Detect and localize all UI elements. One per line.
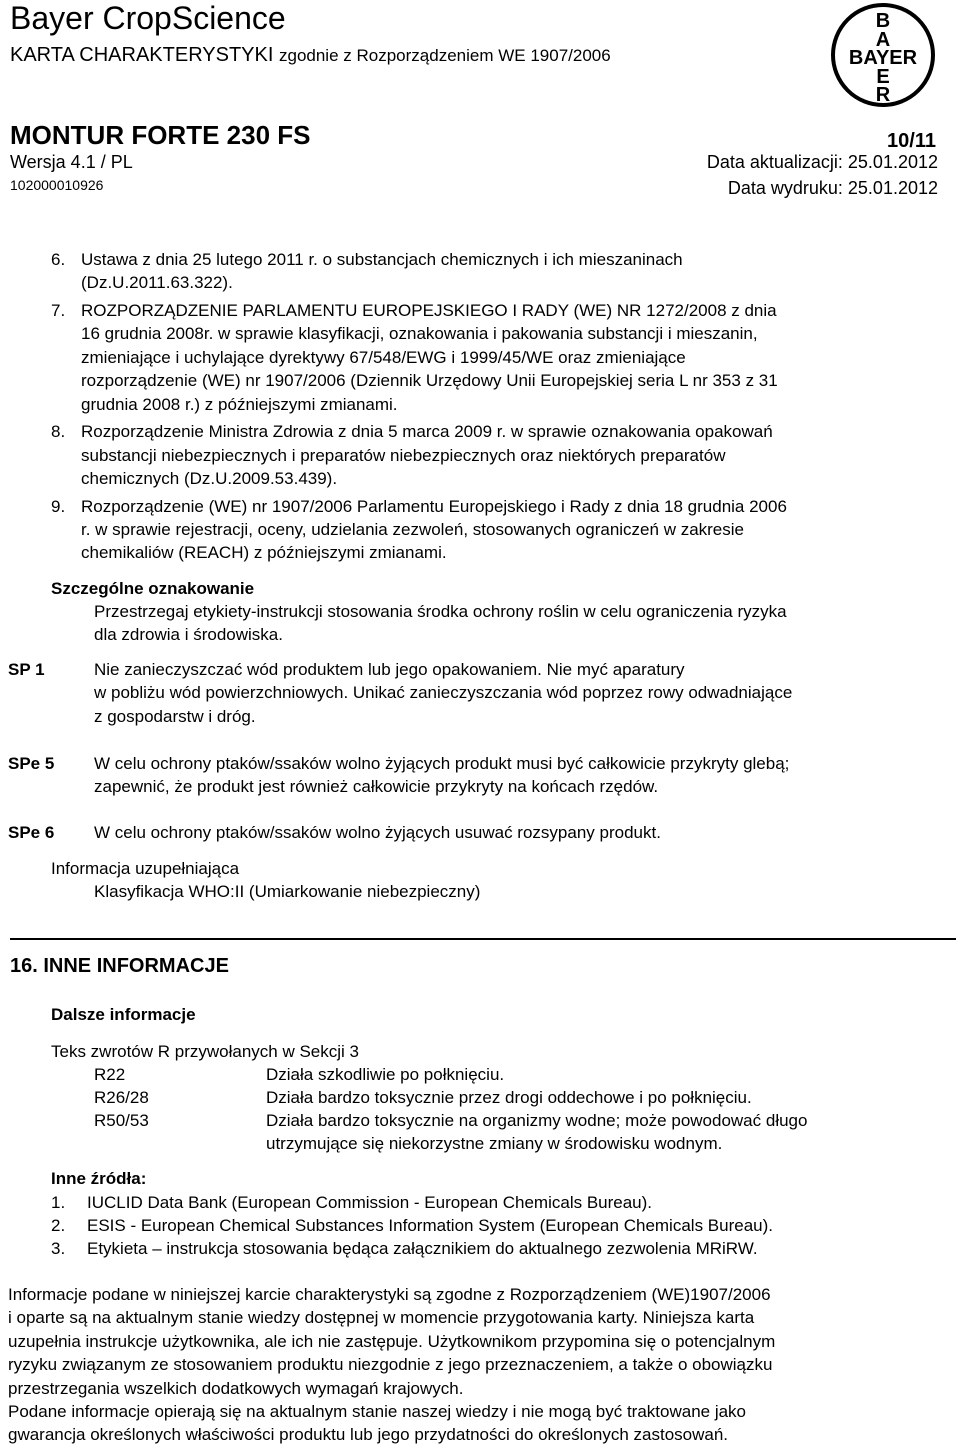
code-sp1-line: w pobliżu wód powierzchniowych. Unikać zanieczyszczania wód poprzez rowy odwadniające <box>94 683 793 702</box>
r-phrase-code: R26/28 <box>94 1088 149 1107</box>
ref-7-line: zmieniające i uchylające dyrektywy 67/548/EWG i 1999/45/WE oraz zmieniające <box>81 348 686 367</box>
ref-7-line: ROZPORZĄDZENIE PARLAMENTU EUROPEJSKIEGO I RADY (WE) NR 1272/2008 z dnia <box>81 301 777 320</box>
ref-9-number: 9. <box>51 497 66 516</box>
closing-line: uzupełnia instrukcje użytkownika, ale ich nie zastępuje. Użytkownikom przypomina się o potencjalnym <box>8 1332 776 1351</box>
ref-9-line: chemikaliów (REACH) z późniejszymi zmianami. <box>81 543 447 562</box>
r-phrases-heading: Teks zwrotów R przywołanych w Sekcji 3 <box>51 1042 359 1061</box>
update-date: Data aktualizacji: 25.01.2012 <box>706 152 938 172</box>
special-intro-line: dla zdrowia i środowiska. <box>94 625 283 644</box>
closing-line: gwarancja określonych właściwości produktu lub jego przydatności do określonych zastosowań. <box>8 1425 729 1444</box>
special-labelling-heading: Szczególne oznakowanie <box>51 579 255 598</box>
document-type <box>10 44 611 67</box>
document-id: 102000010926 <box>10 177 104 193</box>
r-phrase-text: Działa bardzo toksycznie na organizmy wodne; może powodować długo <box>266 1111 808 1130</box>
source-number: 2. <box>51 1216 66 1235</box>
code-sp1-line: z gospodarstw i dróg. <box>94 707 256 726</box>
additional-info-heading: Informacja uzupełniająca <box>51 859 240 878</box>
ref-9-line: r. w sprawie rejestracji, oceny, udzielania zezwoleń, stosowanych ograniczeń w zakresie <box>81 520 744 539</box>
product-name: MONTUR FORTE 230 FS <box>10 120 311 150</box>
closing-line: i oparte są na aktualnym stanie wiedzy dostępnej w momencie przygotowania karty. Niniejsza karta <box>8 1308 755 1327</box>
logo-letter-b: B <box>875 10 891 32</box>
code-sp1-line: Nie zanieczyszczać wód produktem lub jego opakowaniem. Nie myć aparatury <box>94 660 685 679</box>
ref-7-number: 7. <box>51 301 66 320</box>
code-spe5: SPe 5 <box>8 754 55 773</box>
who-classification: Klasyfikacja WHO:II (Umiarkowanie niebezpieczny) <box>94 882 481 901</box>
further-info-heading: Dalsze informacje <box>51 1005 196 1024</box>
ref-7-line: 16 grudnia 2008r. w sprawie klasyfikacji, oznakowania i pakowania substancji i mieszanin, <box>81 324 758 343</box>
r-phrase-text: utrzymujące się niekorzystne zmiany w środowisku wodnym. <box>266 1134 723 1153</box>
ref-8-line: substancji niebezpiecznych i preparatów niebezpiecznych oraz niektórych preparatów <box>81 446 726 465</box>
closing-line: Podane informacje opierają się na aktualnym stanie naszej wiedzy i nie mogą być traktowane jako <box>8 1402 747 1421</box>
print-date: Data wydruku: 25.01.2012 <box>727 178 938 198</box>
logo-letter-a: A <box>875 29 891 51</box>
ref-6-line: (Dz.U.2011.63.322). <box>81 273 233 292</box>
r-phrase-text: Działa szkodliwie po połknięciu. <box>266 1065 505 1084</box>
ref-7-line: grudnia 2008 r.) z późniejszymi zmianami. <box>81 395 398 414</box>
page-number: 10/11 <box>887 130 936 152</box>
code-spe5-line: W celu ochrony ptaków/ssaków wolno żyjących produkt musi być całkowicie przykryty glebą; <box>94 754 790 773</box>
section-16-title: 16. INNE INFORMACJE <box>10 955 229 977</box>
document-type-regulation: zgodnie z Rozporządzeniem WE 1907/2006 <box>278 46 611 65</box>
company-name: Bayer CropScience <box>10 0 286 36</box>
code-sp1: SP 1 <box>8 660 45 679</box>
closing-line: przestrzegania wszelkich dodatkowych wymagań krajowych. <box>8 1379 464 1398</box>
r-phrase-text: Działa bardzo toksycznie przez drogi oddechowe i po połknięciu. <box>266 1088 752 1107</box>
other-sources-heading: Inne źródła: <box>51 1169 147 1188</box>
logo-letter-e: E <box>876 66 890 88</box>
ref-8-number: 8. <box>51 422 66 441</box>
closing-line: ryzyku związanym ze stosowaniem produktu niezgodnie z jego przeznaczeniem, a także o obowiązku <box>8 1355 773 1374</box>
bayer-logo <box>830 2 936 108</box>
document-type-label: KARTA CHARAKTERYSTYKI <box>10 44 274 66</box>
source-number: 3. <box>51 1239 66 1258</box>
logo-letter-r: R <box>875 84 891 106</box>
ref-8-line: chemicznych (Dz.U.2009.53.439). <box>81 469 338 488</box>
ref-6-line: Ustawa z dnia 25 lutego 2011 r. o substancjach chemicznych i ich mieszaninach <box>81 250 683 269</box>
source-item: IUCLID Data Bank (European Commission - European Chemicals Bureau). <box>87 1193 653 1212</box>
section-divider <box>10 938 956 940</box>
code-spe6: SPe 6 <box>8 823 55 842</box>
source-item: Etykieta – instrukcja stosowania będąca załącznikiem do aktualnego zezwolenia MRiRW. <box>87 1239 758 1258</box>
code-spe5-line: zapewnić, że produkt jest również całkowicie przykryty na końcach rzędów. <box>94 777 659 796</box>
ref-8-line: Rozporządzenie Ministra Zdrowia z dnia 5 marca 2009 r. w sprawie oznakowania opakowań <box>81 422 773 441</box>
special-intro-line: Przestrzegaj etykiety-instrukcji stosowania środka ochrony roślin w celu ograniczenia ryzyka <box>94 602 787 621</box>
ref-9-line: Rozporządzenie (WE) nr 1907/2006 Parlamentu Europejskiego i Rady z dnia 18 grudnia 2006 <box>81 497 787 516</box>
r-phrase-code: R50/53 <box>94 1111 149 1130</box>
ref-7-line: rozporządzenie (WE) nr 1907/2006 (Dziennik Urzędowy Unii Europejskiej seria L nr 353 z 31 <box>81 371 778 390</box>
ref-6-number: 6. <box>51 250 66 269</box>
logo-word-bayer: BAYER <box>848 47 918 69</box>
version-label: Wersja 4.1 / PL <box>10 152 133 172</box>
closing-line: Informacje podane w niniejszej karcie charakterystyki są zgodne z Rozporządzeniem (WE)1907/2006 <box>8 1285 771 1304</box>
code-spe6-line: W celu ochrony ptaków/ssaków wolno żyjących usuwać rozsypany produkt. <box>94 823 661 842</box>
source-number: 1. <box>51 1193 66 1212</box>
r-phrase-code: R22 <box>94 1065 126 1084</box>
source-item: ESIS - European Chemical Substances Information System (European Chemicals Bureau). <box>87 1216 773 1235</box>
